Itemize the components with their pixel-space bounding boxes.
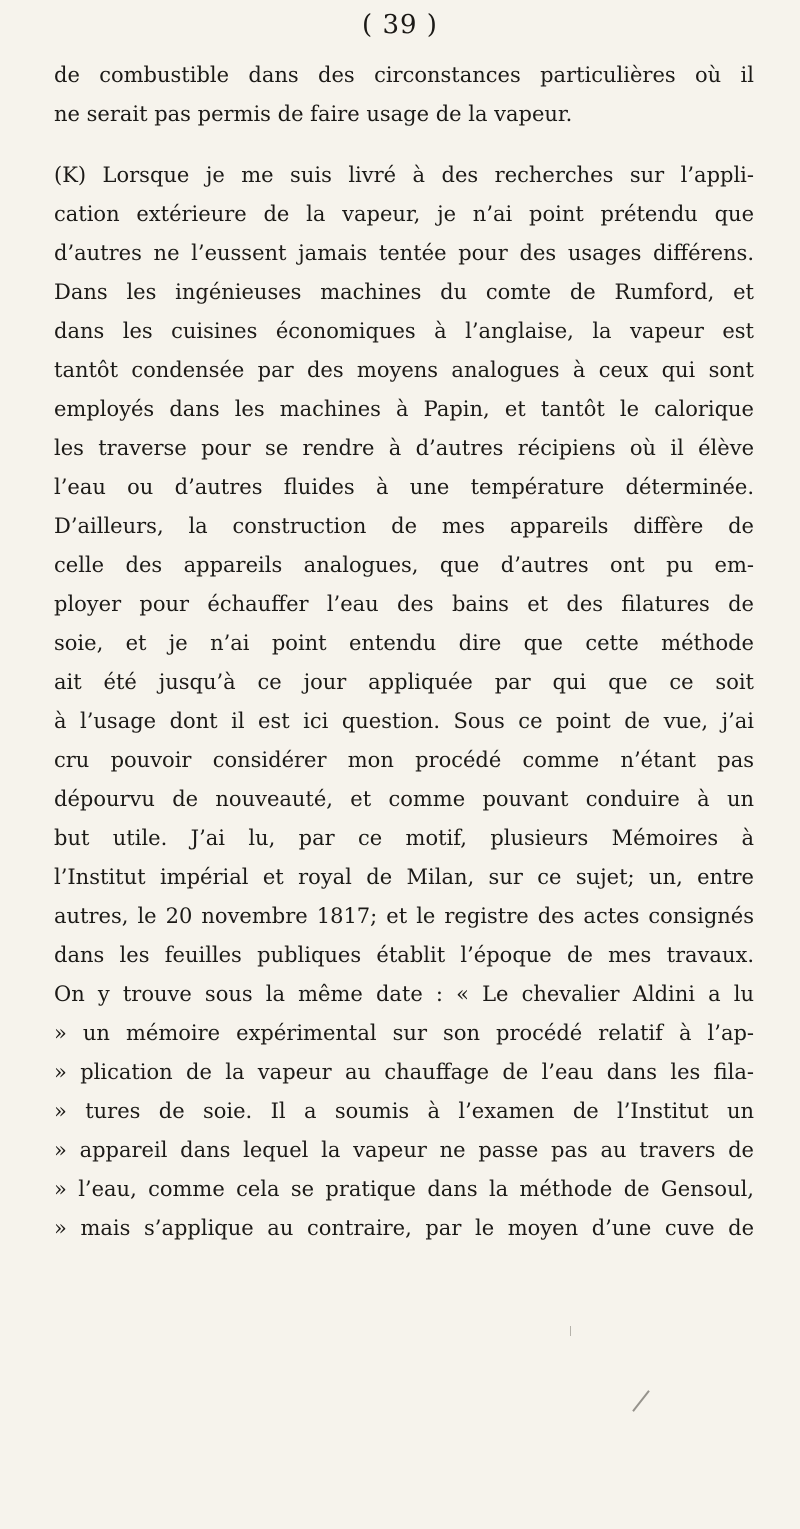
- text-line: les traverse pour se rendre à d’autres récipiens où il élève: [54, 436, 754, 460]
- quote-line: » l’eau, comme cela se pratique dans la méthode de Gensoul,: [54, 1177, 754, 1201]
- text-line: dépourvu de nouveauté, et comme pouvant conduire à un: [54, 787, 754, 811]
- page-number: ( 39 ): [362, 10, 438, 40]
- text-line: l’eau ou d’autres fluides à une température déterminée.: [54, 475, 754, 499]
- text-line: autres, le 20 novembre 1817; et le registre des actes consignés: [54, 904, 754, 928]
- text-line: d’autres ne l’eussent jamais tentée pour des usages différens.: [54, 241, 754, 265]
- text-line: but utile. J’ai lu, par ce motif, plusieurs Mémoires à: [54, 826, 754, 850]
- quote-line: » mais s’applique au contraire, par le moyen d’une cuve de: [54, 1216, 754, 1240]
- text-line: D’ailleurs, la construction de mes appareils diffère de: [54, 514, 754, 538]
- text-line: cation extérieure de la vapeur, je n’ai point prétendu que: [54, 202, 754, 226]
- quote-line: » appareil dans lequel la vapeur ne passe pas au travers de: [54, 1138, 754, 1162]
- text-line: de combustible dans des circonstances particulières où il: [54, 63, 754, 87]
- text-line: dans les feuilles publiques établit l’époque de mes travaux.: [54, 943, 754, 967]
- quote-line: » plication de la vapeur au chauffage de l’eau dans les fila-: [54, 1060, 754, 1084]
- text-line: à l’usage dont il est ici question. Sous ce point de vue, j’ai: [54, 709, 754, 733]
- paper-mark: [632, 1390, 650, 1412]
- text-line: On y trouve sous la même date : « Le chevalier Aldini a lu: [54, 982, 754, 1006]
- text-line: Dans les ingénieuses machines du comte de Rumford, et: [54, 280, 754, 304]
- quote-line: » tures de soie. Il a soumis à l’examen de l’Institut un: [54, 1099, 754, 1123]
- text-line: (K) Lorsque je me suis livré à des recherches sur l’appli-: [54, 163, 754, 187]
- text-line: dans les cuisines économiques à l’anglaise, la vapeur est: [54, 319, 754, 343]
- body-text: [54, 56, 754, 1248]
- text-line: soie, et je n’ai point entendu dire que cette méthode: [54, 631, 754, 655]
- text-line: l’Institut impérial et royal de Milan, sur ce sujet; un, entre: [54, 865, 754, 889]
- paper-speck: [570, 1326, 571, 1336]
- text-line: employés dans les machines à Papin, et tantôt le calorique: [54, 397, 754, 421]
- text-line: ait été jusqu’à ce jour appliquée par qui que ce soit: [54, 670, 754, 694]
- text-line: ne serait pas permis de faire usage de la vapeur.: [54, 102, 573, 126]
- quote-line: » un mémoire expérimental sur son procédé relatif à l’ap-: [54, 1021, 754, 1045]
- text-line: ployer pour échauffer l’eau des bains et des filatures de: [54, 592, 754, 616]
- text-line: celle des appareils analogues, que d’autres ont pu em-: [54, 553, 754, 577]
- text-line: cru pouvoir considérer mon procédé comme n’étant pas: [54, 748, 754, 772]
- text-line: tantôt condensée par des moyens analogues à ceux qui sont: [54, 358, 754, 382]
